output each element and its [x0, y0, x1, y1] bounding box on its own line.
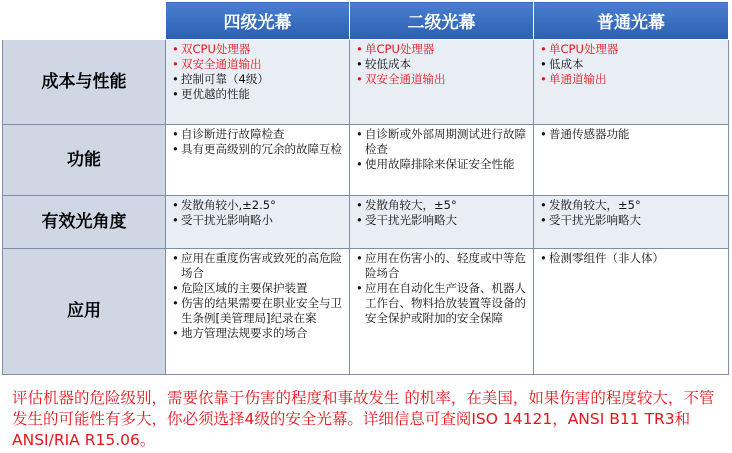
list-item: • 发散角较大，±5°	[356, 198, 527, 213]
list-item: • 更优越的性能	[172, 87, 343, 102]
list-item: • 双CPU处理器	[172, 42, 343, 57]
cell-level2	[350, 40, 534, 125]
row-label: 成本与性能	[3, 40, 166, 125]
list-item: • 控制可靠（4级）	[172, 72, 343, 87]
cell-level4	[166, 249, 350, 375]
footnote-text: 评估机器的危险级别，需要依靠于伤害的程度和事故发生 的机率，在美国，如果伤害的程度较大，不管发生的可能性有多大，你必须选择4级的安全光幕。详细信息可查阅ISO 14121，ANSI B11 TR3和ANSI/RIA R15.06。	[12, 389, 715, 449]
list-item: • 发散角较小,±2.5°	[172, 198, 343, 213]
list-item: • 受干扰光影响略大	[356, 213, 527, 228]
light-curtain-comparison-table	[2, 1, 729, 375]
list-item: • 单CPU处理器	[540, 42, 722, 57]
cell-normal	[534, 40, 729, 125]
list-item: • 应用在伤害小的、轻度或中等危险场合	[356, 251, 527, 281]
header-level4-curtain: 四级光幕	[166, 2, 350, 40]
list-item: • 应用在自动化生产设备、机器人工作台、物料拾放装置等设备的安全保护或附加的安全保障	[356, 281, 527, 326]
list-item: • 使用故障排除来保证安全性能	[356, 157, 527, 172]
list-item: • 低成本	[540, 57, 722, 72]
cell-normal	[534, 249, 729, 375]
list-item: • 受干扰光影响略小	[172, 213, 343, 228]
cell-level2	[350, 125, 534, 196]
row-cost-performance	[3, 40, 729, 125]
row-label: 功能	[3, 125, 166, 196]
header-normal-curtain: 普通光幕	[534, 2, 729, 40]
list-item: • 单通道输出	[540, 72, 722, 87]
list-item: • 伤害的结果需要在职业安全与卫生条例[美管理局]纪录在案	[172, 296, 343, 326]
list-item: • 具有更高级别的冗余的故障互检	[172, 142, 343, 157]
cell-level4	[166, 40, 350, 125]
list-item: • 自诊断或外部周期测试进行故障检查	[356, 127, 527, 157]
header-row	[3, 2, 729, 40]
list-item: • 单CPU处理器	[356, 42, 527, 57]
row-label: 应用	[3, 249, 166, 375]
header-level2-curtain: 二级光幕	[350, 2, 534, 40]
cell-level2	[350, 249, 534, 375]
list-item: • 应用在重度伤害或致死的高危险场合	[172, 251, 343, 281]
list-item: • 双安全通道输出	[356, 72, 527, 87]
cell-normal	[534, 196, 729, 249]
list-item: • 双安全通道输出	[172, 57, 343, 72]
list-item: • 较低成本	[356, 57, 527, 72]
list-item: • 检测零组件（非人体）	[540, 251, 722, 266]
header-corner	[3, 2, 166, 40]
list-item: • 地方管理法规要求的场合	[172, 326, 343, 341]
list-item: • 自诊断进行故障检查	[172, 127, 343, 142]
list-item: • 危险区域的主要保护装置	[172, 281, 343, 296]
row-label: 有效光角度	[3, 196, 166, 249]
list-item: • 受干扰光影响略大	[540, 213, 722, 228]
row-application	[3, 249, 729, 375]
row-function	[3, 125, 729, 196]
list-item: • 普通传感器功能	[540, 127, 722, 142]
row-effective-angle	[3, 196, 729, 249]
cell-normal	[534, 125, 729, 196]
cell-level4	[166, 196, 350, 249]
list-item: • 发散角较大，±5°	[540, 198, 722, 213]
cell-level2	[350, 196, 534, 249]
cell-level4	[166, 125, 350, 196]
